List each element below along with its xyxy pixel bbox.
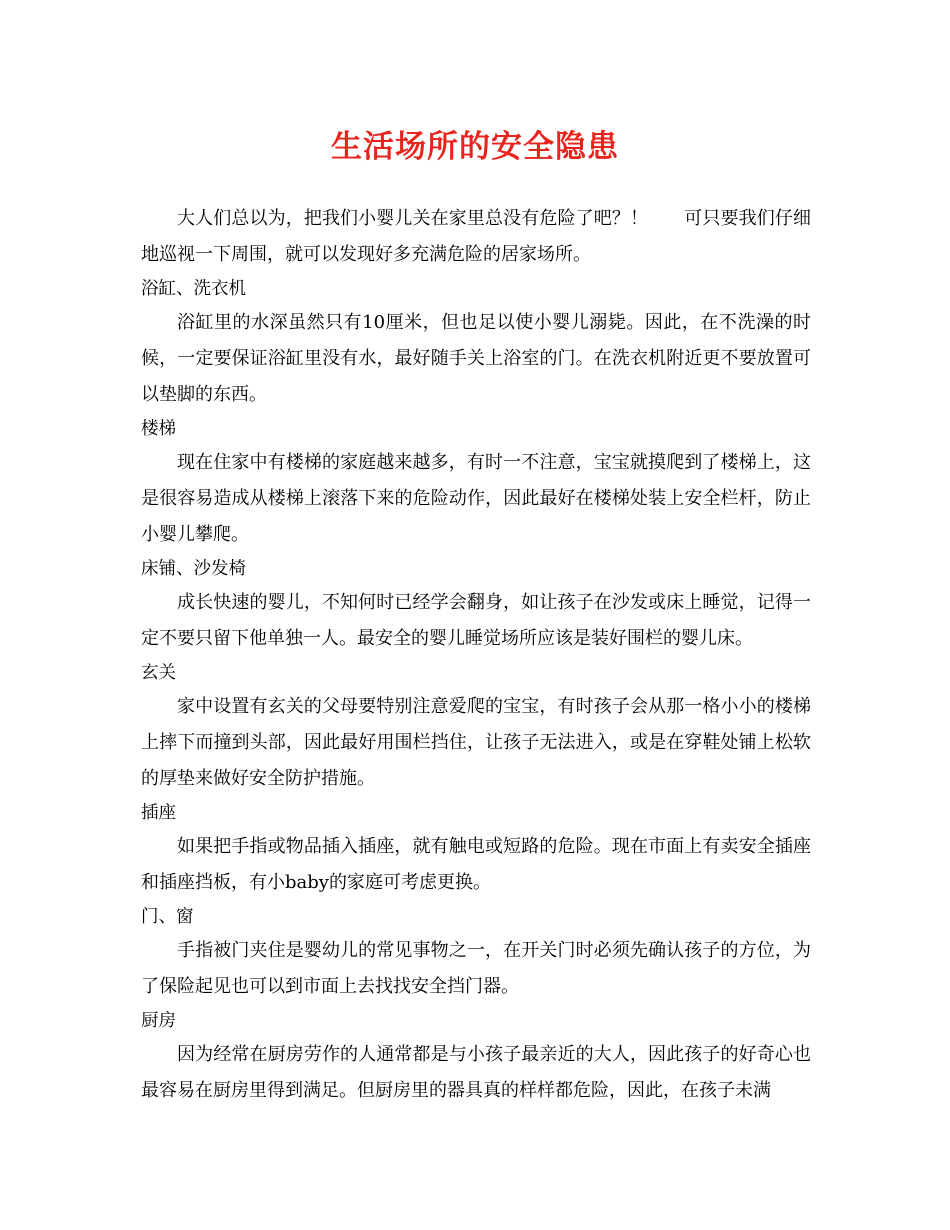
section-heading-bed-sofa: 床铺、沙发椅 <box>141 559 246 579</box>
section-text-outlet: 如果把手指或物品插入插座，就有触电或短路的危险。现在市面上有卖安全插座和插座挡板，有小baby的家庭可考虑更换。 <box>141 836 811 893</box>
section-text-stairs: 现在住家中有楼梯的家庭越来越多，有时一不注意，宝宝就摸爬到了楼梯上，这是很容易造成从楼梯上滚落下来的危险动作，因此最好在楼梯处装上安全栏杆，防止小婴儿攀爬。 <box>141 452 811 545</box>
intro-paragraph: 大人们总以为，把我们小婴儿关在家里总没有危险了吧？！ 可只要我们仔细地巡视一下周围，就可以发现好多充满危险的居家场所。 <box>141 208 811 265</box>
document-title: 生活场所的安全隐患 <box>331 129 619 165</box>
section-text-bed-sofa: 成长快速的婴儿，不知何时已经学会翻身，如让孩子在沙发或床上睡觉，记得一定不要只留下他单独一人。最安全的婴儿睡觉场所应该是装好围栏的婴儿床。 <box>141 592 811 649</box>
document-body <box>141 201 811 1109</box>
section-heading-kitchen: 厨房 <box>141 1011 176 1031</box>
section-text-bathtub-washer: 浴缸里的水深虽然只有10厘米，但也足以使小婴儿溺毙。因此，在不洗澡的时候，一定要保证浴缸里没有水，最好随手关上浴室的门。在洗衣机附近更不要放置可以垫脚的东西。 <box>141 312 811 405</box>
section-heading-stairs: 楼梯 <box>141 419 176 439</box>
section-text-door-window: 手指被门夹住是婴幼儿的常见事物之一，在开关门时必须先确认孩子的方位，为了保险起见也可以到市面上去找找安全挡门器。 <box>141 940 811 997</box>
section-heading-door-window: 门、窗 <box>141 907 194 927</box>
section-heading-bathtub-washer: 浴缸、洗衣机 <box>141 279 246 299</box>
section-text-kitchen: 因为经常在厨房劳作的人通常都是与小孩子最亲近的大人，因此孩子的好奇心也最容易在厨房里得到满足。但厨房里的器具真的样样都危险，因此，在孩子未满 <box>141 1044 811 1101</box>
section-heading-entryway: 玄关 <box>141 663 176 683</box>
section-heading-outlet: 插座 <box>141 803 176 823</box>
section-text-entryway: 家中设置有玄关的父母要特别注意爱爬的宝宝，有时孩子会从那一格小小的楼梯上摔下而撞到头部，因此最好用围栏挡住，让孩子无法进入，或是在穿鞋处铺上松软的厚垫来做好安全防护措施。 <box>141 696 811 789</box>
